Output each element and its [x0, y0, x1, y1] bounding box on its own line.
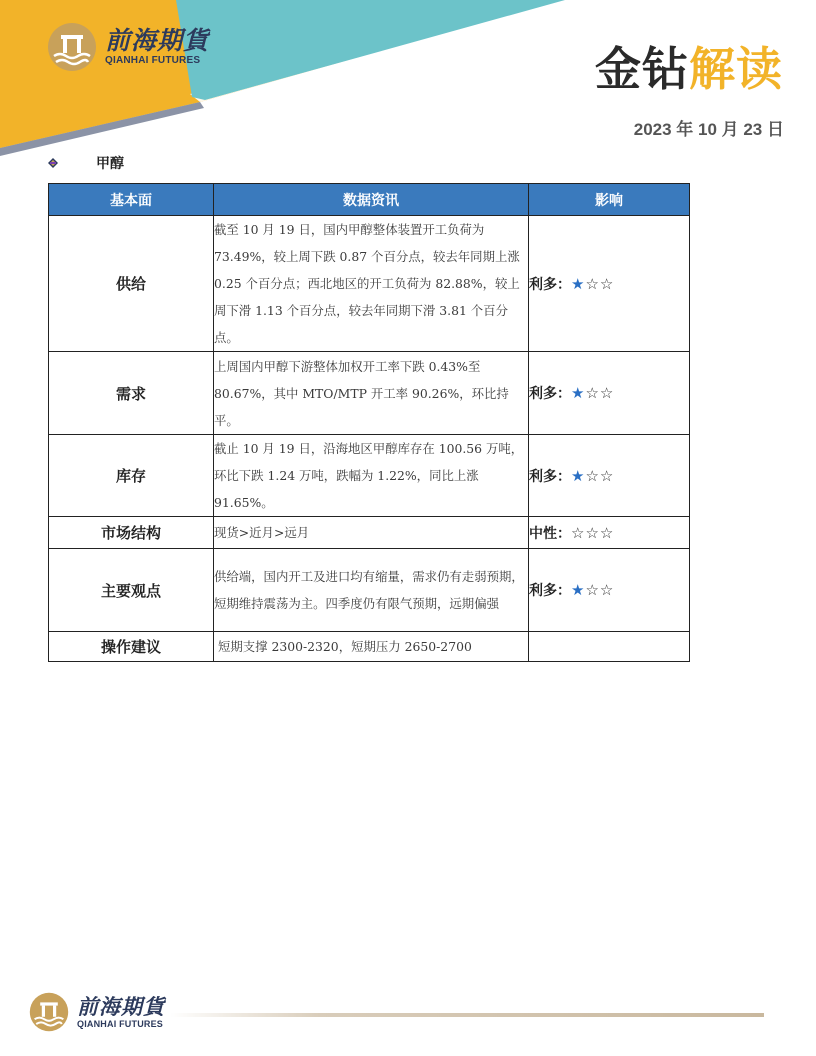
star-filled-icon: ★: [571, 466, 586, 485]
column-header-data-info: 数据资讯: [214, 184, 529, 216]
table-row-supply: [49, 216, 690, 352]
table-row-market-structure: [49, 517, 690, 549]
row-category: 需求: [49, 352, 214, 435]
row-category: 操作建议: [49, 632, 214, 662]
star-empty-icon: ☆☆☆: [571, 523, 615, 542]
fundamentals-table: [48, 183, 690, 662]
report-date: 2023 年 10 月 23 日: [633, 120, 784, 139]
rating-stars: [571, 581, 614, 599]
row-info: 截至 10 月 19 日，国内甲醇整体装置开工负荷为 73.49%，较上周下跌 0.87 个百分点，较去年同期上涨 0.25 个百分点；西北地区的开工负荷为 82.88%，较上周下滑 1.13 个百分点，较去年同期下滑 3.81 个百分点。: [214, 216, 529, 352]
row-impact: [529, 352, 690, 435]
table-row-main-view: [49, 549, 690, 632]
rating-stars: [571, 467, 614, 485]
column-header-fundamentals: 基本面: [49, 184, 214, 216]
section-title: 甲醇: [96, 156, 124, 172]
brand-name-en: QIANHAI FUTURES: [77, 1018, 163, 1029]
table-row-inventory: [49, 435, 690, 517]
row-category: 库存: [49, 435, 214, 517]
star-empty-icon: ☆☆: [585, 466, 615, 485]
row-info: 短期支撑 2300-2320，短期压力 2650-2700: [214, 632, 529, 662]
row-impact: [529, 632, 690, 662]
rating-stars: [571, 384, 614, 402]
row-info: 截止 10 月 19 日，沿海地区甲醇库存在 100.56 万吨，环比下跌 1.24 万吨，跌幅为 1.22%，同比上涨 91.65%。: [214, 435, 529, 517]
star-empty-icon: ☆☆: [585, 274, 615, 293]
row-category: 市场结构: [49, 517, 214, 549]
qianhai-logo-icon: [47, 22, 97, 72]
report-title: [595, 42, 783, 96]
diamond-bullet-icon: [48, 158, 58, 168]
star-empty-icon: ☆☆: [585, 384, 615, 402]
table-row-operation-advice: [49, 632, 690, 662]
row-impact: [529, 517, 690, 549]
table-row-demand: [49, 352, 690, 435]
report-title-part1: 金钻: [595, 42, 689, 96]
table-header-row: [49, 184, 690, 216]
impact-label: 中性：: [529, 525, 571, 542]
brand-logo-header: [47, 22, 209, 72]
star-filled-icon: ★: [571, 274, 586, 293]
brand-logo-footer: [29, 992, 165, 1032]
row-impact: [529, 216, 690, 352]
brand-name-en: QIANHAI FUTURES: [105, 55, 201, 66]
impact-label: 利多：: [529, 468, 571, 485]
impact-label: 利多：: [529, 583, 571, 599]
section-heading: [48, 153, 124, 173]
brand-name-cn: 前海期貨: [77, 993, 165, 1019]
footer-divider: [170, 1013, 764, 1017]
report-title-part2: 解读: [689, 42, 783, 96]
row-info: 现货>近月>远月: [214, 517, 529, 549]
qianhai-logo-icon: [29, 992, 69, 1032]
teal-band: [176, 0, 565, 100]
row-category: 供给: [49, 216, 214, 352]
row-category: 主要观点: [49, 549, 214, 632]
star-filled-icon: ★: [571, 581, 586, 599]
impact-label: 利多：: [529, 276, 571, 293]
row-impact: [529, 549, 690, 632]
rating-stars: [571, 524, 614, 542]
row-impact: [529, 435, 690, 517]
rating-stars: [571, 275, 614, 293]
star-filled-icon: ★: [571, 384, 586, 402]
row-info: 上周国内甲醇下游整体加权开工率下跌 0.43%至 80.67%，其中 MTO/MTP 开工率 90.26%，环比持平。: [214, 352, 529, 435]
column-header-impact: 影响: [529, 184, 690, 216]
row-info: 供给端，国内开工及进口均有缩量，需求仍有走弱预期，短期维持震荡为主。四季度仍有限气预期，远期偏强: [214, 549, 529, 632]
brand-name-cn: 前海期貨: [105, 26, 210, 55]
impact-label: 利多：: [529, 386, 571, 402]
star-empty-icon: ☆☆: [585, 581, 615, 599]
